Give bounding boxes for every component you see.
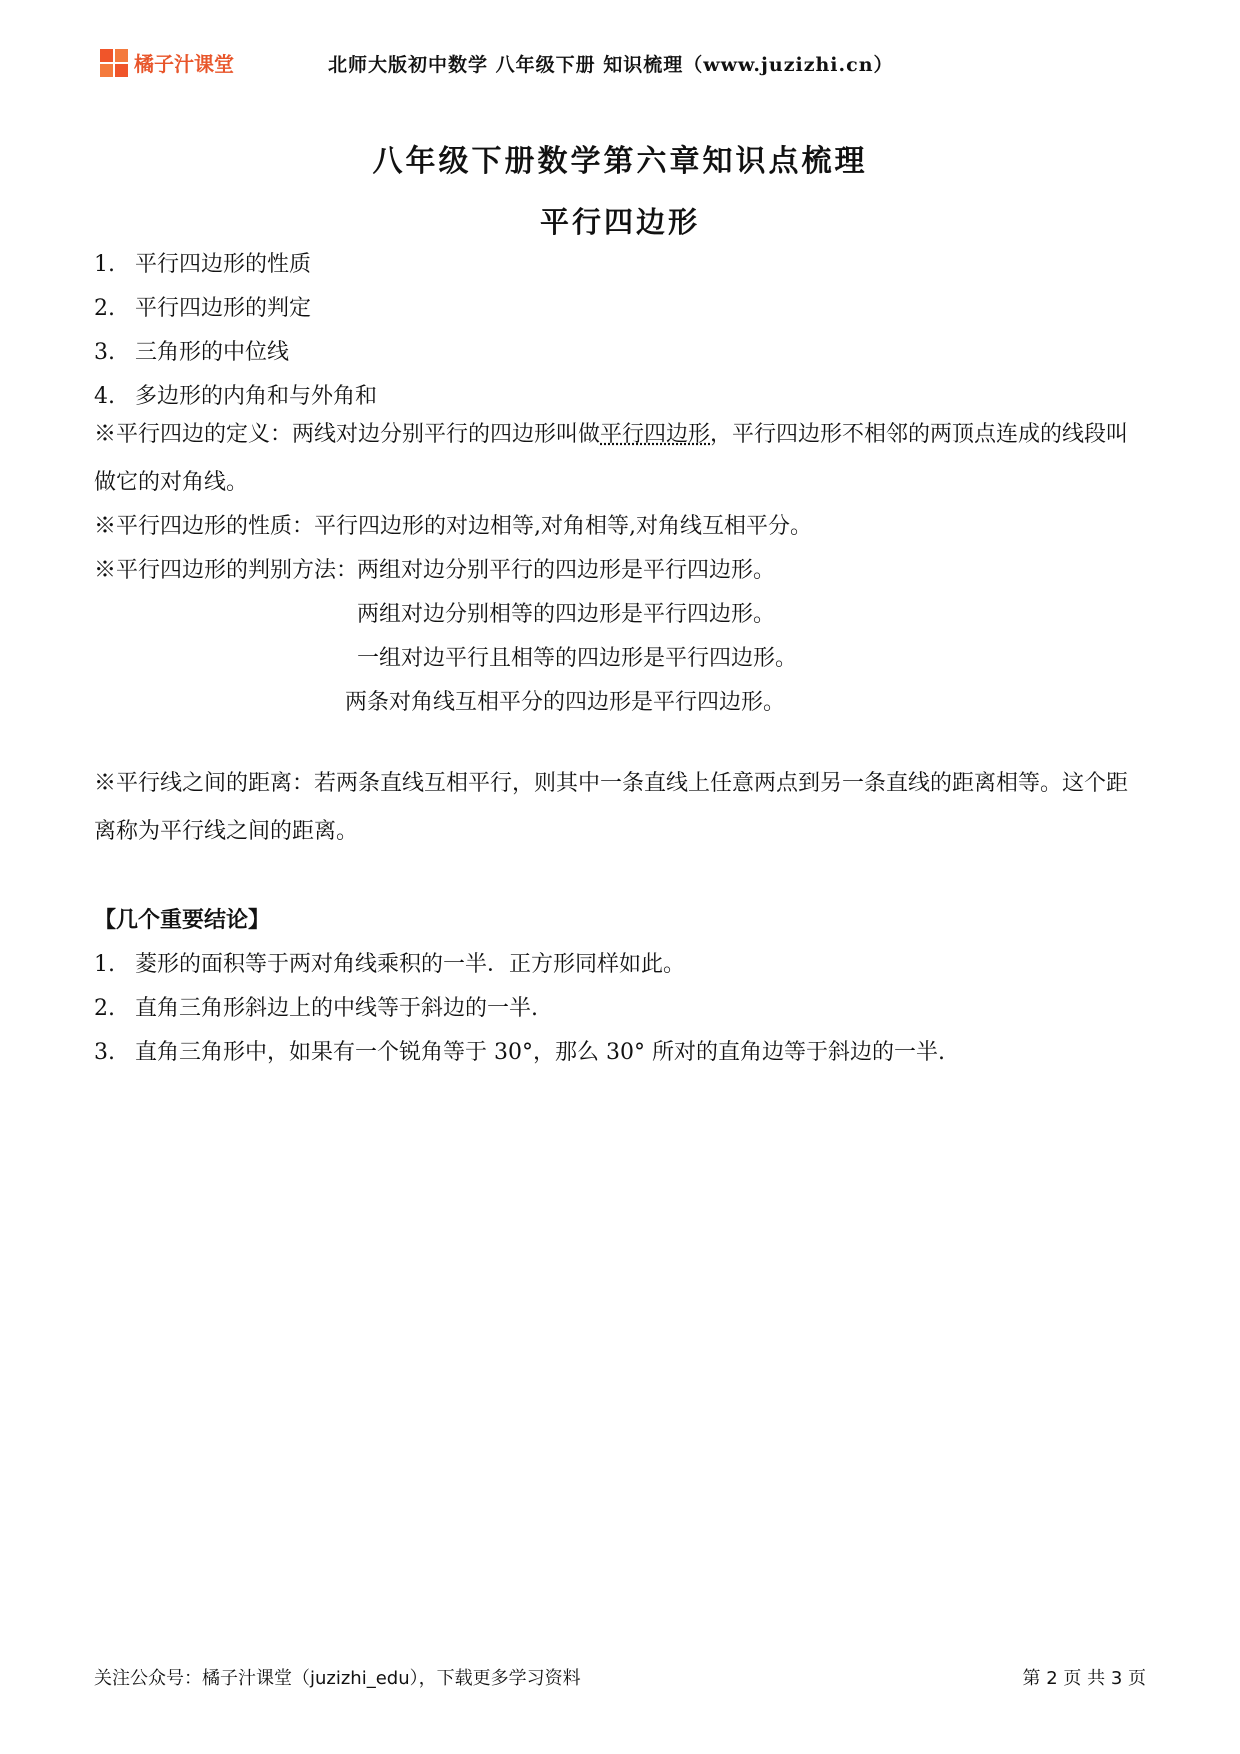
page-header [100, 44, 1140, 84]
outline-item [94, 379, 377, 410]
conclusion-item [94, 947, 685, 978]
definition-prefix: ※平行四边的定义：两线对边分别平行的四边形叫做 [94, 422, 601, 447]
outline-text: 多边形的内角和与外角和 [135, 384, 378, 409]
outline-number: 3. [94, 340, 115, 365]
document-title: 八年级下册数学第六章知识点梳理 [372, 144, 868, 179]
outline-item [94, 335, 289, 366]
conclusion-number: 1. [94, 952, 115, 977]
outline-item [94, 291, 311, 322]
outline-number: 2. [94, 296, 115, 321]
criteria-item: 一组对边平行且相等的四边形是平行四边形。 [357, 646, 798, 671]
definition-suffix: ，平行四边形不相邻的两顶点连成的线段叫做它的对角线。 [94, 422, 1129, 495]
conclusion-text: 直角三角形中，如果有一个锐角等于 30°，那么 30° 所对的直角边等于斜边的一半. [135, 1040, 945, 1065]
page-number: 第 2 页 共 3 页 [1022, 1668, 1146, 1689]
conclusion-number: 2. [94, 996, 115, 1021]
outline-number: 4. [94, 384, 115, 409]
footer-promo: 关注公众号：橘子汁课堂（juzizhi_edu），下载更多学习资料 [94, 1668, 581, 1689]
brand-logo [100, 48, 234, 77]
outline-number: 1. [94, 252, 115, 277]
document-subtitle: 平行四边形 [539, 205, 700, 239]
distance-paragraph: ※平行线之间的距离：若两条直线互相平行，则其中一条直线上任意两点到另一条直线的距离相等。这个距离称为平行线之间的距离。 [94, 771, 1129, 844]
conclusions-heading: 【几个重要结论】 [94, 907, 271, 933]
conclusion-item [94, 1035, 945, 1066]
conclusion-number: 3. [94, 1040, 115, 1065]
outline-item [94, 247, 311, 278]
outline-text: 平行四边形的判定 [135, 296, 312, 321]
conclusion-text: 菱形的面积等于两对角线乘积的一半．正方形同样如此。 [135, 952, 686, 977]
logo-icon [100, 49, 128, 77]
conclusion-item [94, 991, 538, 1022]
header-title: 北师大版初中数学 八年级下册 知识梳理（www.juzizhi.cn） [328, 54, 894, 76]
outline-text: 平行四边形的性质 [135, 252, 312, 277]
conclusion-text: 直角三角形斜边上的中线等于斜边的一半. [135, 996, 538, 1021]
property-paragraph: ※平行四边形的性质：平行四边形的对边相等,对角相等,对角线互相平分。 [94, 514, 812, 539]
criteria-label: ※平行四边形的判别方法： [94, 558, 359, 583]
definition-term: 平行四边形 [600, 422, 711, 447]
criteria-item: 两条对角线互相平分的四边形是平行四边形。 [345, 690, 786, 715]
criteria-item: 两组对边分别平行的四边形是平行四边形。 [357, 558, 776, 583]
criteria-item: 两组对边分别相等的四边形是平行四边形。 [357, 602, 776, 627]
definition-paragraph [94, 411, 1144, 507]
outline-text: 三角形的中位线 [135, 340, 290, 365]
logo-text: 橘子汁课堂 [134, 52, 234, 76]
